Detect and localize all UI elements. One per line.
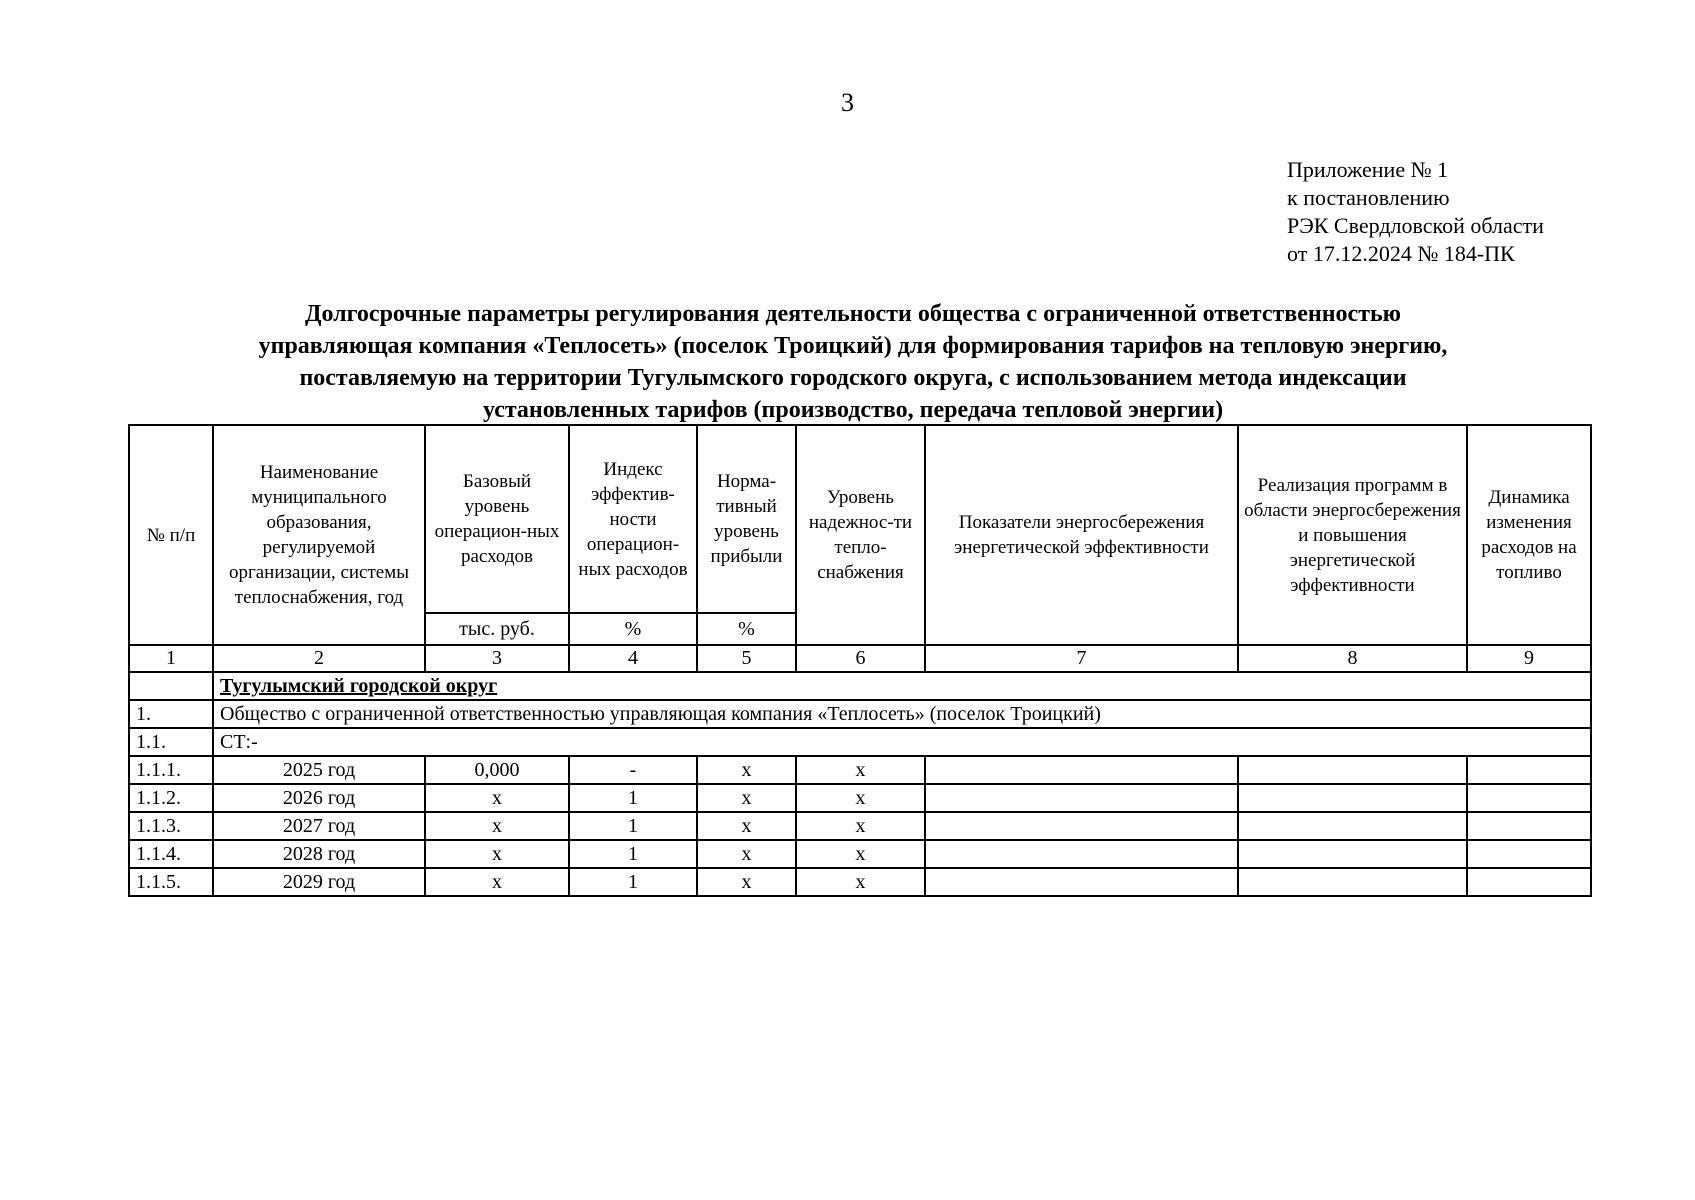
row-number: 1.1.5. — [129, 868, 213, 896]
column-number: 9 — [1467, 645, 1591, 672]
row-efficiency-index: - — [569, 756, 697, 784]
row-reliability: x — [796, 840, 925, 868]
row-base-expenses: x — [425, 868, 569, 896]
title-line: Долгосрочные параметры регулирования деятельности общества с ограниченной ответственностью — [304, 301, 1402, 327]
header-number: № п/п — [129, 425, 213, 645]
row-fuel-dynamics — [1467, 868, 1591, 896]
header-name: Наименование муниципального образования, регулируемой организации, системы теплоснабжения, год — [213, 425, 425, 645]
system-number: 1.1. — [129, 728, 213, 756]
row-base-expenses: x — [425, 840, 569, 868]
appendix-line: РЭК Свердловской области — [1287, 213, 1544, 238]
row-number: 1.1.3. — [129, 812, 213, 840]
header-fuel-dynamics: Динамика изменения расходов на топливо — [1467, 425, 1591, 645]
title-line: установленных тарифов (производство, передача тепловой энергии) — [482, 397, 1224, 423]
row-fuel-dynamics — [1467, 812, 1591, 840]
row-programs — [1238, 812, 1467, 840]
header-base-expenses: Базовый уровень операцион-ных расходов — [425, 425, 569, 613]
organization-number: 1. — [129, 700, 213, 728]
table-row — [129, 756, 1591, 784]
table-row — [129, 840, 1591, 868]
column-number: 7 — [925, 645, 1238, 672]
row-programs — [1238, 756, 1467, 784]
row-profit-level: x — [697, 784, 796, 812]
header-energy-saving: Показатели энергосбережения энергетической эффективности — [925, 425, 1238, 645]
row-profit-level: x — [697, 812, 796, 840]
row-efficiency-index: 1 — [569, 868, 697, 896]
unit-efficiency-index: % — [569, 613, 697, 645]
header-efficiency-index: Индекс эффектив-ности операцион-ных расходов — [569, 425, 697, 613]
row-efficiency-index: 1 — [569, 840, 697, 868]
district-number — [129, 672, 213, 700]
row-efficiency-index: 1 — [569, 784, 697, 812]
district-row — [129, 672, 1591, 700]
row-year: 2027 год — [213, 812, 425, 840]
row-fuel-dynamics — [1467, 840, 1591, 868]
unit-profit-level: % — [697, 613, 796, 645]
row-energy-saving — [925, 840, 1238, 868]
column-number: 3 — [425, 645, 569, 672]
page-number: 3 — [841, 88, 854, 117]
row-fuel-dynamics — [1467, 784, 1591, 812]
system-name: СТ:- — [213, 728, 1591, 756]
row-profit-level: x — [697, 840, 796, 868]
document-title — [120, 298, 1586, 426]
row-year: 2025 год — [213, 756, 425, 784]
row-programs — [1238, 840, 1467, 868]
appendix-line: от 17.12.2024 № 184-ПК — [1287, 241, 1515, 266]
column-number: 5 — [697, 645, 796, 672]
title-line: управляющая компания «Теплосеть» (поселок Троицкий) для формирования тарифов на тепловую энергию, — [258, 333, 1448, 359]
header-reliability: Уровень надежнос-ти тепло-снабжения — [796, 425, 925, 645]
column-number: 8 — [1238, 645, 1467, 672]
parameters-table — [128, 424, 1592, 897]
header-profit-level: Норма-тивный уровень прибыли — [697, 425, 796, 613]
row-base-expenses: 0,000 — [425, 756, 569, 784]
row-profit-level: x — [697, 756, 796, 784]
organization-row — [129, 700, 1591, 728]
row-reliability: x — [796, 868, 925, 896]
row-reliability: x — [796, 784, 925, 812]
table-header-row — [129, 425, 1591, 613]
table-row — [129, 812, 1591, 840]
column-number: 2 — [213, 645, 425, 672]
table-row — [129, 868, 1591, 896]
table-row — [129, 784, 1591, 812]
row-reliability: x — [796, 812, 925, 840]
row-energy-saving — [925, 784, 1238, 812]
row-energy-saving — [925, 868, 1238, 896]
appendix-reference — [1287, 156, 1544, 268]
organization-name: Общество с ограниченной ответственностью управляющая компания «Теплосеть» (поселок Троицкий) — [213, 700, 1591, 728]
row-number: 1.1.4. — [129, 840, 213, 868]
row-energy-saving — [925, 756, 1238, 784]
column-number: 1 — [129, 645, 213, 672]
column-numbers-row — [129, 645, 1591, 672]
row-base-expenses: x — [425, 812, 569, 840]
row-base-expenses: x — [425, 784, 569, 812]
row-year: 2028 год — [213, 840, 425, 868]
row-number: 1.1.1. — [129, 756, 213, 784]
unit-base-expenses: тыс. руб. — [425, 613, 569, 645]
row-year: 2029 год — [213, 868, 425, 896]
row-energy-saving — [925, 812, 1238, 840]
row-programs — [1238, 868, 1467, 896]
header-programs: Реализация программ в области энергосбережения и повышения энергетической эффективности — [1238, 425, 1467, 645]
appendix-line: Приложение № 1 — [1287, 157, 1449, 182]
column-number: 6 — [796, 645, 925, 672]
row-year: 2026 год — [213, 784, 425, 812]
row-reliability: x — [796, 756, 925, 784]
row-efficiency-index: 1 — [569, 812, 697, 840]
title-line: поставляемую на территории Тугулымского городского округа, с использованием метода индексации — [299, 365, 1407, 391]
system-row — [129, 728, 1591, 756]
district-name: Тугулымский городской округ — [213, 672, 1591, 700]
column-number: 4 — [569, 645, 697, 672]
row-fuel-dynamics — [1467, 756, 1591, 784]
row-programs — [1238, 784, 1467, 812]
row-number: 1.1.2. — [129, 784, 213, 812]
row-profit-level: x — [697, 868, 796, 896]
appendix-line: к постановлению — [1287, 185, 1450, 210]
